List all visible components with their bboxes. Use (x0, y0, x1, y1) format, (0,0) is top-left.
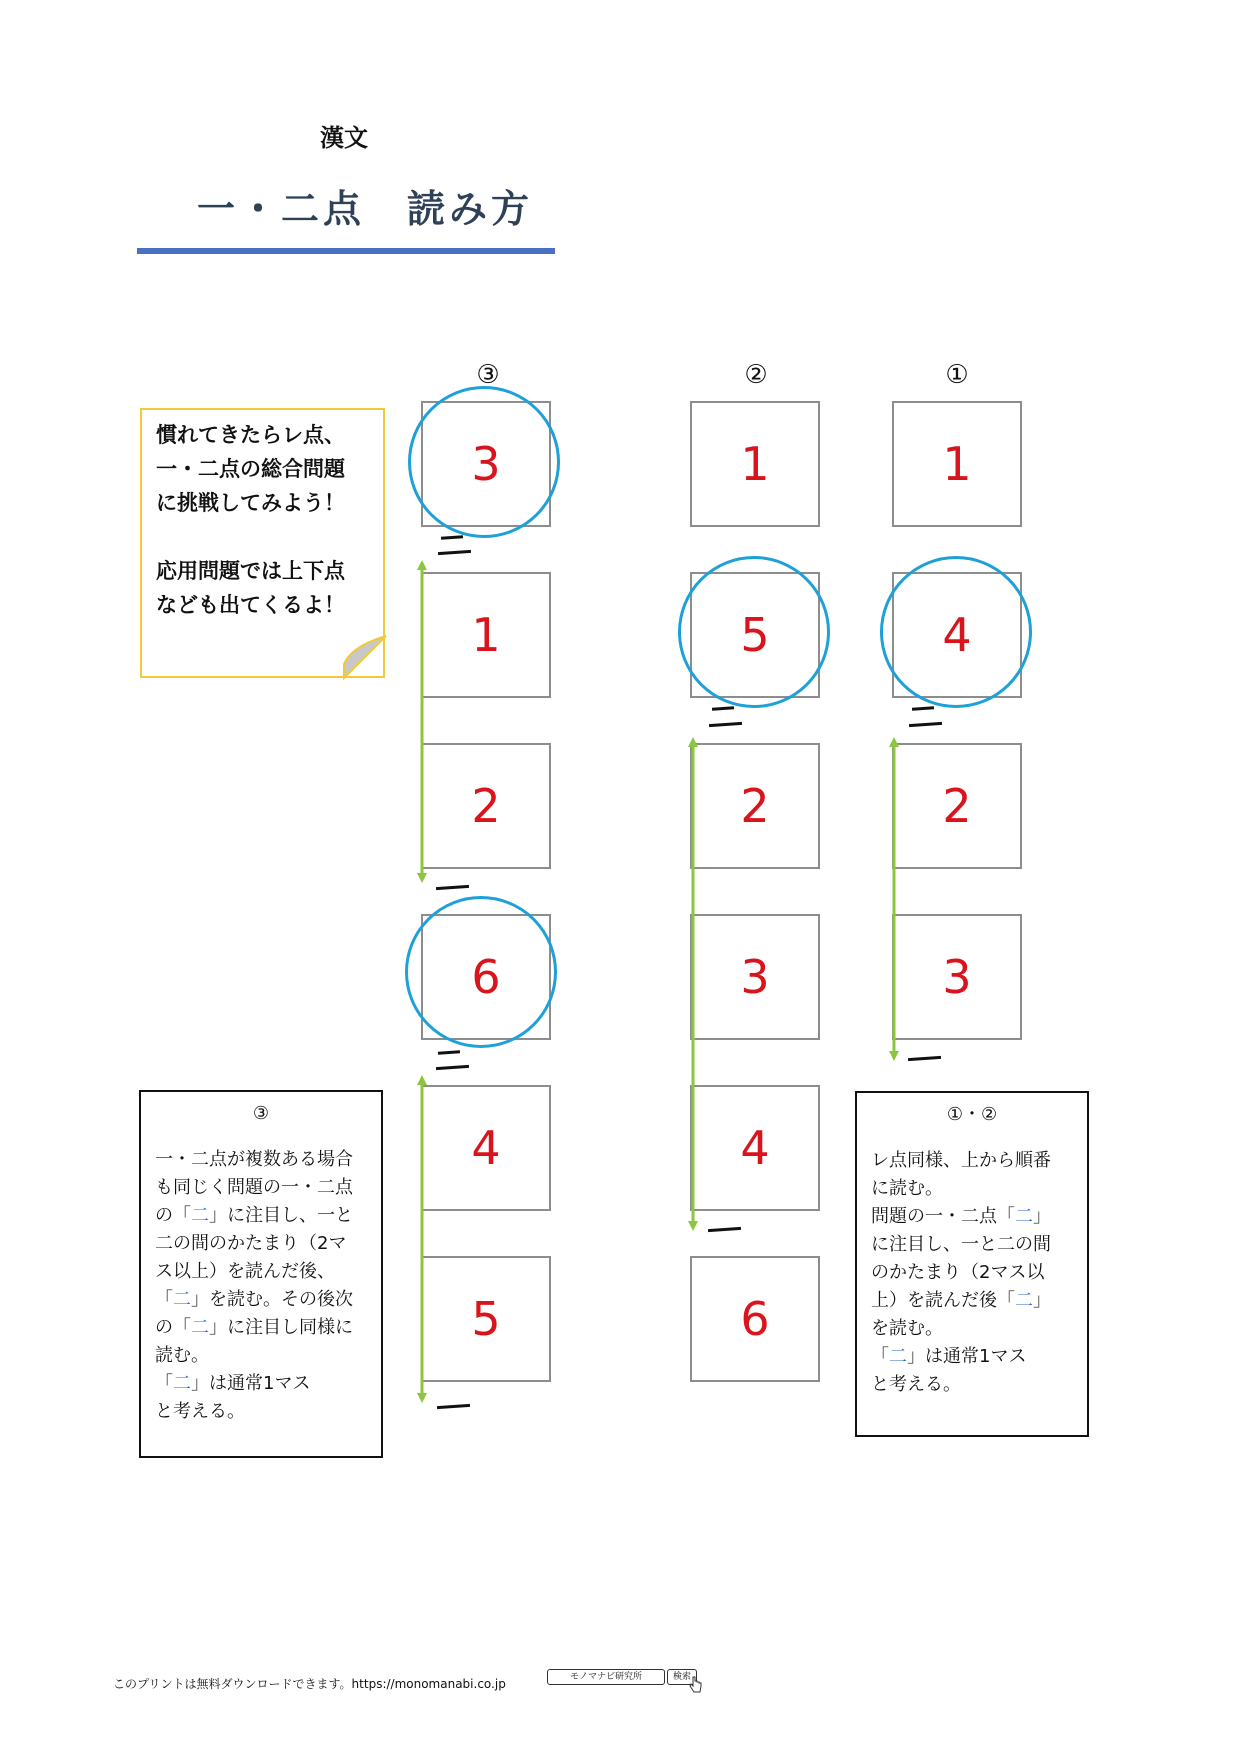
text-line: 二の間のかたまり（2マ (155, 1233, 347, 1254)
text-line: を読む。 (871, 1318, 943, 1339)
sticky-text-1: 慣れてきたらレ点、 一・二点の総合問題 に挑戦してみよう！ (156, 423, 345, 515)
text-line: の「二」に注目し同様に (155, 1317, 353, 1338)
search-box[interactable]: モノマナビ研究所 (547, 1669, 665, 1685)
page-title: 一・二点 読み方 (197, 187, 534, 231)
search-button[interactable]: 検索 (667, 1669, 697, 1685)
cell-c3-6: 5 (421, 1256, 551, 1382)
cell-c3-3: 2 (421, 743, 551, 869)
cell-c2-4: 3 (690, 914, 820, 1040)
cell-c1-1: 1 (892, 401, 1022, 527)
text-line: ス以上）を読んだ後、 (155, 1261, 335, 1282)
cell-c3-4: 6 (421, 914, 551, 1040)
text-line: 一・二点が複数ある場合 (155, 1149, 353, 1170)
cell-c1-3: 2 (892, 743, 1022, 869)
subject-label: 漢文 (320, 124, 368, 152)
explanation-heading: ①・② (946, 1104, 998, 1125)
cell-c2-3: 2 (690, 743, 820, 869)
text-line: のかたまり（2マス以 (871, 1262, 1045, 1283)
sticky-text-2: 応用問題では上下点 なども出てくるよ！ (156, 559, 345, 617)
text-line: の「二」に注目し、一と (155, 1205, 353, 1226)
cell-c3-5: 4 (421, 1085, 551, 1211)
column-header-2: ② (744, 360, 768, 390)
page-curl-icon (342, 634, 388, 680)
explanation-box-3 (139, 1090, 383, 1458)
cell-c1-4: 3 (892, 914, 1022, 1040)
cell-c3-1: 3 (421, 401, 551, 527)
text-line: と考える。 (155, 1401, 245, 1422)
text-line: 読む。 (155, 1345, 209, 1366)
cell-c2-2: 5 (690, 572, 820, 698)
column-header-3: ③ (476, 360, 500, 390)
text-line: 「二」は通常1マス (155, 1373, 311, 1394)
column-header-1: ① (945, 360, 969, 390)
cell-c2-1: 1 (690, 401, 820, 527)
text-line: と考える。 (871, 1374, 961, 1395)
text-line: も同じく問題の一・二点 (155, 1177, 353, 1198)
text-line: に注目し、一と二の間 (871, 1234, 1051, 1255)
explanation-heading: ③ (252, 1103, 270, 1124)
explanation-box-1-2 (855, 1091, 1089, 1437)
cell-c1-2: 4 (892, 572, 1022, 698)
text-line: 問題の一・二点「二」 (871, 1206, 1051, 1227)
pointer-hand-icon (688, 1676, 704, 1694)
explanation-text (871, 1147, 1073, 1399)
text-line: 上）を読んだ後「二」 (871, 1290, 1051, 1311)
footer-text: このプリントは無料ダウンロードできます。https://monomanabi.co.jp (113, 1677, 506, 1691)
cell-c2-6: 6 (690, 1256, 820, 1382)
cell-c2-5: 4 (690, 1085, 820, 1211)
text-line: 「二」を読む。その後次 (155, 1289, 353, 1310)
text-line: 「二」は通常1マス (871, 1346, 1027, 1367)
text-line: に読む。 (871, 1178, 943, 1199)
explanation-text (155, 1146, 367, 1426)
text-line: レ点同様、上から順番 (871, 1150, 1051, 1171)
cell-c3-2: 1 (421, 572, 551, 698)
